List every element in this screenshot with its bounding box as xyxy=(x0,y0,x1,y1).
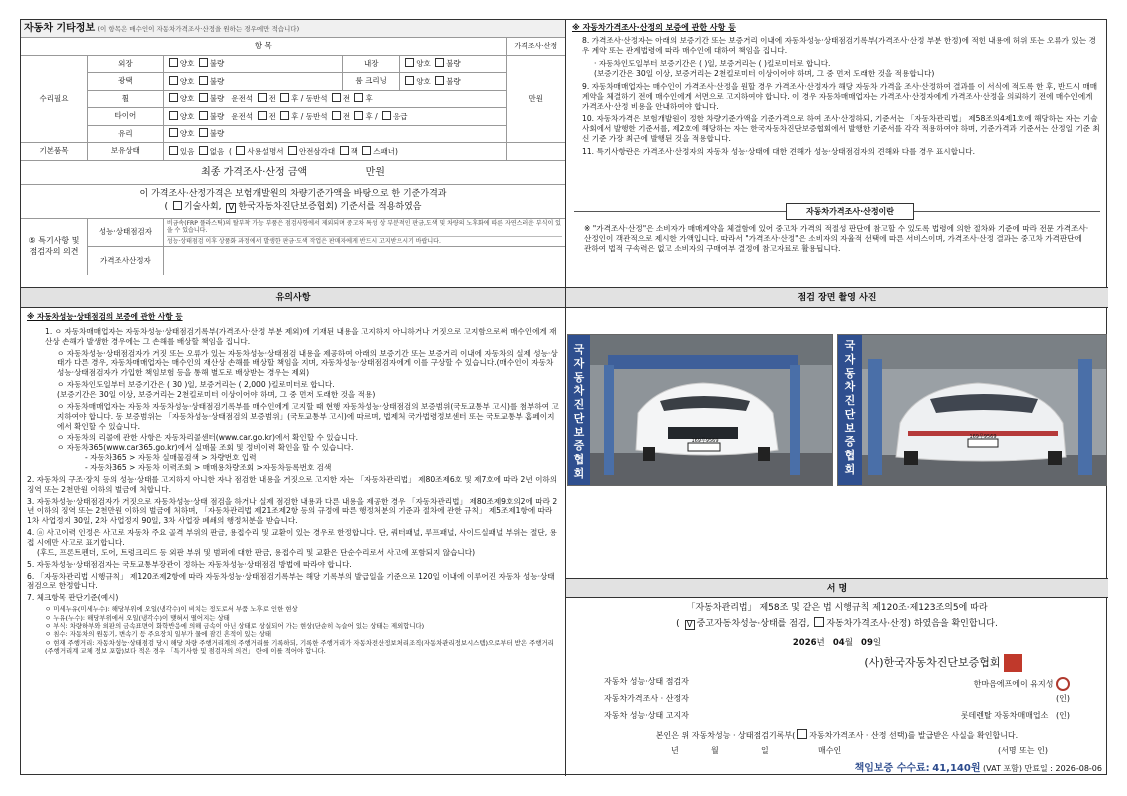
room-cleaning-label: 룸 크리닝 xyxy=(343,73,400,91)
wheel-label: 휠 xyxy=(87,90,163,108)
have-label: 있음 xyxy=(179,146,195,156)
caution-1c: ㅇ 자동차인도일부터 보증기간은 ( 30 )일, 보증거리는 ( 2,000 )킬로미터로 합니다. xyxy=(57,380,335,390)
caution-1g: ㅇ 자동차365(www.car365.go.kr)에서 실매물 조회 및 정비이력 확인을 할 수 있습니다. xyxy=(57,443,354,453)
possession-options: 있음 없음 ( 사용설명서 안전삼각대 잭 스패너) xyxy=(163,143,506,161)
inspector-label: 자동차 성능·상태 점검자 xyxy=(604,677,689,686)
exterior-label: 외장 xyxy=(87,55,163,73)
final-price-label: 최종 가격조사·산정 금액 xyxy=(201,166,308,178)
wheel-rear-checkbox[interactable] xyxy=(280,93,289,102)
front-photo-image xyxy=(568,335,833,486)
notifier-value-wrap xyxy=(961,711,1070,728)
caution-panel xyxy=(21,288,565,776)
guarantee-item-9: 9. 자동차매매업자는 매수인이 가격조사·산정을 원할 경우 가격조사·산정자가 해당 자동차 가격을 조사·산정하여 결과를 이 서식에 적도록 한 후, 반드시 매매계약을 체결하기 전에 매수인에게 서면으로 고지하여야 합니다. 이 경우 자동차매매업자는 가격조사·산정자에게 가격조사·산정을 의뢰하기 전에 매수인에게 가격조사·산정 비용을 안내하여야 합니다. xyxy=(582,81,1098,111)
good-label: 양호 xyxy=(179,59,195,69)
fee-value: 41,140원 xyxy=(932,763,981,774)
repair-price-won: 만원 xyxy=(506,55,565,143)
criteria-5: ㅇ 현재 주행거리: 자동차성능·상태점검 당시 해당 차량 주행거리계의 주행거리를 기록하되, 기록한 주행거리가 자동차전산정보처리조직(자동차관리정보시스템)으로부터 받은 주행거리(주행거리계 교체 정보 포함)보다 적은 경우 「특기사항 및 점검자의 의견」 란에 이를 적어야 합니다. xyxy=(45,638,554,655)
good-label: 양호 xyxy=(416,59,431,69)
glass-label: 유리 xyxy=(87,125,163,143)
rear-plate: 169무9569 xyxy=(969,434,997,440)
kaiva-label: 한국자동차진단보증협회) 기준서를 적용하였음 xyxy=(238,202,422,212)
room-bad-checkbox[interactable] xyxy=(435,76,444,85)
caution-2: 2. 자동차의 구조·장치 등의 성능·상태를 고지하지 아니한 자나 점검한 내용을 거짓으로 고지한 자는 「자동차관리법」 제80조제6호 및 제7호에 따라 2년 이하의 징역 또는 2천만원 이하의 벌금에 처합니다. xyxy=(27,474,558,494)
gloss-options xyxy=(163,73,342,91)
basis-line2 xyxy=(24,201,562,215)
buyer-year: 년 xyxy=(671,746,679,755)
wheel-options xyxy=(163,90,506,108)
criteria-2: ㅇ 누유(누수): 해당부위에서 오일(냉각수)이 맺혀서 떨어지는 상태 xyxy=(45,613,230,622)
fee-note: (VAT 포함) xyxy=(983,764,1022,773)
possession-label: 보유상태 xyxy=(87,143,163,161)
caution-5: 5. 자동차성능·상태점검자는 국토교통부장관이 정하는 자동차성능·상태점검 방법에 따라야 합니다. xyxy=(27,559,352,569)
criteria-3: ㅇ 부식: 차량하부와 외판의 금속표면이 화학반응에 의해 금속이 아닌 상태로 상실되어 가는 현상(단순히 녹슬어 있는 상태는 제외합니다) xyxy=(45,621,425,630)
tire-bad-checkbox[interactable] xyxy=(199,111,208,120)
front-photo xyxy=(567,334,833,486)
inspector-value-wrap xyxy=(974,677,1070,694)
guarantee-item-8: 8. 가격조사·산정자는 아래의 보증기간 또는 보증거리 이내에 자동차성능·상태점검기록부(가격조사·산정 부분 한정)에 적힌 내용에 허위 또는 오류가 있는 경우 계약 또는 관계법령에 따라 매수인에 대하여 책임을 집니다. xyxy=(582,36,1096,56)
good-label: 양호 xyxy=(416,76,431,86)
bad-label: 불량 xyxy=(209,76,225,86)
caution-4b: (후드, 프론트펜더, 도어, 트렁크리드 등 외판 부위 및 범퍼에 대한 판금, 용접수리 및 교환은 단순수리로서 사고에 포함되지 않습니다) xyxy=(37,547,476,557)
buyer-label: 매수인 xyxy=(818,746,842,755)
date-day: 09 xyxy=(861,638,873,648)
tire-rear-checkbox[interactable] xyxy=(280,111,289,120)
perf-check-checkbox[interactable]: V xyxy=(685,620,695,630)
etc-title-row xyxy=(21,20,565,38)
sig-row-inspector xyxy=(604,677,1070,694)
perf-note-1: 비금속(FRP 플라스틱)의 탈부착 가능 부품은 점검사항에서 제외되며 중고차 특성 상 부분적인 판금,도색 및 차량의 노후화에 따른 자연스러운 부식이 있을 수 있습니다. xyxy=(166,219,561,234)
buyer-day: 일 xyxy=(761,746,769,755)
price-definition-note: ※ "가격조사·산정"은 소비자가 매매계약을 체결함에 있어 중고차 가격의 적절성 판단에 참고할 수 있도록 법령에 의한 절차와 기준에 따라 전문 가격조사·산정인이 객관적으로 제시한 가액입니다. 따라서 "가격조사·산정"은 소비자의 자율적 선택에 따른 서비스이며, 가격조사·산정 결과는 중고차 가격판단에 관하여 법적 구속력은 없고 소비자의 구매여부 결정에 참고자료로 활용됩니다. xyxy=(584,224,1089,253)
emergency-label: 응급 xyxy=(393,111,408,121)
basic-label: 기본품목 xyxy=(21,143,87,161)
criteria-4: ㅇ 침수: 자동차의 원동기, 변속기 등 주요장치 일부가 물에 잠긴 흔적이 있는 상태 xyxy=(45,630,272,639)
interior-options xyxy=(400,55,506,73)
sig-line2 xyxy=(566,617,1108,631)
wheel-front-checkbox[interactable] xyxy=(258,93,267,102)
notifier-mark: (인) xyxy=(1056,711,1070,720)
bad-label: 불량 xyxy=(209,59,225,69)
basis-row xyxy=(21,184,565,218)
good-label: 양호 xyxy=(179,76,195,86)
final-price-row xyxy=(21,160,565,184)
caution-heading: ※ 자동차성능·상태점검의 보증에 관한 사항 등 xyxy=(27,312,183,321)
sig-date xyxy=(566,638,1108,649)
caution-1b: ㅇ 자동차성능·상태점검자가 거짓 또는 오류가 있는 자동차성능·상태점검 내용을 제공하여 아래의 보증기간 또는 보증거리 이내에 자동차의 실제 성능·상태가 다른 경우, 자동차매매업자는 매수인의 재산상 손해를 배상할 책임을 지며, 자동차성능·상태점검자에게 이를 구상할 수 있습니다.(매수인이 자동차성능·상태점검자가 가입한 책임보험 등을 통해 별도로 배상받는 경우는 제외) xyxy=(57,348,558,378)
none-checkbox[interactable] xyxy=(199,146,208,155)
tire-label: 타이어 xyxy=(87,108,163,126)
notifier-value: 롯데렌탈 자동차매매업소 xyxy=(960,711,1049,720)
none-label: 없음 xyxy=(209,146,225,156)
front-banner-text: 국자동차진단보증협회 xyxy=(573,343,585,480)
rear-passenger-label: 후 / 동반석 xyxy=(291,94,328,104)
perf-notes xyxy=(163,218,565,247)
confirm-price-checkbox[interactable] xyxy=(797,729,807,739)
interior-good-checkbox[interactable] xyxy=(405,58,414,67)
room-cleaning-options xyxy=(400,73,506,91)
bad-label: 불량 xyxy=(446,59,461,69)
perf-inspector-label: 성능·상태점검자 xyxy=(87,218,163,247)
confirm-b: 자동차가격조사 · 산정 선택)를 발급받은 사실을 확인합니다. xyxy=(809,731,1019,740)
rear-photo-image xyxy=(838,335,1107,486)
triangle-checkbox[interactable] xyxy=(288,146,297,155)
col-price: 가격조사·산정 xyxy=(506,38,565,56)
caution-1h: - 자동차365 > 자동차 실매물검색 > 차량번호 입력 xyxy=(85,453,257,463)
wheel-passenger-front-checkbox[interactable] xyxy=(332,93,341,102)
org-stamp-icon xyxy=(1004,654,1022,672)
repair-label: 수리필요 xyxy=(21,55,87,143)
caution-4: 4. ⓐ 사고이력 인정은 사고로 자동차 주요 골격 부위의 판금, 용접수리 및 교환이 있는 경우로 한정합니다. 단, 쿼터패널, 루프패널, 사이드실패널 부위는 절단, 용접 시에만 사고로 표기합니다. xyxy=(27,528,557,548)
etc-title: 자동차 기타정보 xyxy=(24,23,96,34)
jack-checkbox[interactable] xyxy=(340,146,349,155)
driver-seat-label: 운전석 xyxy=(231,94,254,104)
org-name: (사)한국자동차진단보증협회 xyxy=(864,656,1001,669)
price-guarantee-heading: ※ 자동차가격조사·산정의 보증에 관한 사항 등 xyxy=(572,23,736,32)
seal-icon xyxy=(1056,677,1070,691)
front-label: 전 xyxy=(342,111,351,121)
price-guarantee-list xyxy=(572,36,1102,156)
caution-1e: ㅇ 자동차매매업자는 자동차 자동차성능·상태점검기록부를 매수인에게 고지할 때 현행 자동차성능·상태점검의 보증범위(국토교통부 고시)를 첨부하여 고지하여야 합니다. 동 보증범위는 「자동차성능·상태점검의 보증범위」(국토교통부 고시)에 따르며, 법제처 국가법령정보센터 또는 국토교통부 홈페이지에서 확인할 수 있습니다. xyxy=(57,401,559,431)
rear-label: 후 xyxy=(365,94,373,104)
manual-label: 사용설명서 xyxy=(247,146,284,156)
col-item: 항 목 xyxy=(21,38,506,56)
spanner-checkbox[interactable] xyxy=(362,146,371,155)
bad-label: 불량 xyxy=(209,111,225,121)
caution-1d: (보증기간은 30일 이상, 보증거리는 2천킬로미터 이상이어야 하며, 그 중 먼저 도래한 것을 적용) xyxy=(57,390,376,400)
month-unit: 월 xyxy=(844,638,853,648)
wheel-good-checkbox[interactable] xyxy=(169,93,178,102)
expiry-date: 만료일 : 2026-08-06 xyxy=(1024,764,1102,773)
year-unit: 년 xyxy=(816,638,825,648)
date-month: 04 xyxy=(832,638,845,648)
price-check-label: 자동차가격조사·산정) 하였음을 확인합니다. xyxy=(826,619,998,629)
tire-passenger-front-checkbox[interactable] xyxy=(332,111,341,120)
engineer-society-label: 기술사회, xyxy=(183,202,222,212)
special-label: ⑤ 특기사항 및 점검자의 의견 xyxy=(21,218,87,275)
sig-row-notifier xyxy=(604,711,1070,728)
paren-open: ( xyxy=(164,202,168,212)
tire-options xyxy=(163,108,506,126)
have-checkbox[interactable] xyxy=(169,146,178,155)
photo-signature-panel xyxy=(566,288,1108,776)
report-page xyxy=(20,19,1107,775)
perf-check-label: 중고자동차성능·상태를 점검, xyxy=(696,619,810,629)
fee-line xyxy=(566,762,1108,775)
tire-passenger-rear-checkbox[interactable] xyxy=(354,111,363,120)
signature-title: 서 명 xyxy=(566,578,1108,598)
etc-title-note: (이 항목은 매수인이 자동차가격조사·산정을 원하는 경우에만 적습니다) xyxy=(97,25,300,33)
wheel-bad-checkbox[interactable] xyxy=(199,93,208,102)
buyer-month: 월 xyxy=(711,746,719,755)
day-unit: 일 xyxy=(872,638,882,648)
sig-row-price xyxy=(604,694,1070,711)
triangle-label: 안전삼각대 xyxy=(298,146,336,156)
caution-body xyxy=(21,308,565,659)
tire-front-checkbox[interactable] xyxy=(258,111,267,120)
sig-org xyxy=(566,654,1108,672)
rear-photo xyxy=(837,334,1107,486)
price-check-checkbox[interactable] xyxy=(814,617,824,627)
bad-label: 불량 xyxy=(446,76,461,86)
manual-checkbox[interactable] xyxy=(236,146,245,155)
caution-3: 3. 자동차성능·상태점검자가 거짓으로 자동차성능·상태 점검을 하거나 실제 점검한 내용과 다른 내용을 제공한 경우 「자동차관리법」 제80조제9호의2에 따라 2년 이하의 징역 또는 2천만원 이하의 벌금에 처하며, 「자동차관리법 제21조제2항 등의 규정에 따른 행정처분의 기준과 절차에 관한 규칙」 제5조제1항에 따라 1차 사업정지 30일, 2차 사업정지 90일, 3차 사업장 폐쇄의 행정처분을 받습니다. xyxy=(27,496,558,526)
jack-label: 잭 xyxy=(350,146,358,156)
front-label: 전 xyxy=(268,94,276,104)
guarantee-item-10: 10. 자동차가격은 보험개발원이 정한 차량기준가액을 기준가격으로 하여 조사·산정하되, 기준서는 「자동차관리법」 제58조의4제1호에 해당하는 자는 기술사회에서 발행한 기준서를, 제2호에 해당하는 자는 한국자동차진단보증협회에서 발행한 기준서를 각각 적용하여야 하며, 기준가격과 기준서는 산정일 기준 최신 기준 가장 최근에 발행된 것을 적용합니다. xyxy=(582,114,1100,144)
gloss-good-checkbox[interactable] xyxy=(169,76,178,85)
rear-passenger-label: 후 / 동반석 xyxy=(291,111,328,121)
paren-open: ( xyxy=(676,619,680,629)
glass-options xyxy=(163,125,506,143)
price-inspector-label: 자동차가격조사 · 산정자 xyxy=(604,694,689,703)
caution-title: 유의사항 xyxy=(21,288,565,308)
guarantee-note-line: (보증기간은 30일 이상, 보증거리는 2천킬로미터 이상이어야 하며, 그 중 먼저 도래한 것을 적용합니다) xyxy=(594,68,935,78)
perf-note-2: 성능·상태점검 이후 상품화 과정에서 발생한 판금·도색 작업은 판매자에게 반드시 고지받으시기 바랍니다. xyxy=(167,236,562,246)
spanner-label: 스패너 xyxy=(373,146,395,156)
criteria-1: ㅇ 미세누유(미세누수): 해당부위에 오일(냉각수)이 비치는 정도로서 부품 노후로 인한 현상 xyxy=(45,605,298,614)
glass-bad-checkbox[interactable] xyxy=(199,128,208,137)
kaiva-checkbox[interactable]: V xyxy=(226,203,236,213)
price-inspector-label: 가격조사산정자 xyxy=(87,247,163,275)
front-label: 전 xyxy=(268,111,276,121)
room-good-checkbox[interactable] xyxy=(405,76,414,85)
gloss-bad-checkbox[interactable] xyxy=(199,76,208,85)
final-price-unit: 만원 xyxy=(365,166,385,178)
caution-1i: - 자동차365 > 자동차 이력조회 > 매매용차량조회 >자동차등록번호 검색 xyxy=(85,463,332,473)
buyer-mark: (서명 또는 인) xyxy=(998,746,1048,755)
front-label: 전 xyxy=(342,94,351,104)
tire-good-checkbox[interactable] xyxy=(169,111,178,120)
caution-1f: ㅇ 자동차의 리콜에 관한 사항은 자동차리콜센터(www.car.go.kr)에서 확인할 수 있습니다. xyxy=(57,433,358,443)
sig-line1: 「자동차관리법」 제58조 및 같은 법 시행규칙 제120조·제123조의5에 따라 xyxy=(686,603,988,613)
good-label: 양호 xyxy=(179,129,195,139)
engineer-society-checkbox[interactable] xyxy=(173,201,182,210)
interior-bad-checkbox[interactable] xyxy=(435,58,444,67)
price-definition-title: 자동차가격조사·산정이란 xyxy=(786,203,914,220)
good-label: 양호 xyxy=(179,94,195,104)
guarantee-item-11: 11. 특기사항란은 가격조사·산정자의 자동차 성능·상태에 대한 견해가 성능·상태점검자의 견해와 다를 경우 표시합니다. xyxy=(582,146,976,156)
inspector-value: 한마음에프에이 유지성 xyxy=(973,679,1054,689)
caution-1: 1. ㅇ 자동차매매업자는 자동차성능·상태점검기록부(가격조사·산정 부분 제외)에 기재된 내용을 고지하지 아니하거나 거짓으로 고지함으로써 매수인에게 재산상 손해가 발생한 경우에는 그 손해를 배상할 책임을 집니다. xyxy=(45,326,557,346)
caution-6: 6. 「자동차관리법 시행규칙」 제120조제2항에 따라 자동차성능·상태점검기록부는 해당 기록부의 발급일을 기준으로 120일 이내에 이루어진 자동차 성능·상태점검으로 한정합니다. xyxy=(27,571,555,591)
basic-price xyxy=(506,143,565,161)
etc-info-table xyxy=(21,20,565,275)
price-inspector-mark: (인) xyxy=(1056,694,1070,703)
bad-label: 불량 xyxy=(209,129,225,139)
date-year: 2026 xyxy=(792,638,817,648)
confirm-line xyxy=(566,729,1108,741)
interior-label: 내장 xyxy=(343,55,400,73)
etc-info-panel xyxy=(21,20,565,287)
price-inspector-note xyxy=(163,247,565,275)
notifier-label: 자동차 성능·상태 고지자 xyxy=(604,711,689,720)
sig-rows xyxy=(566,677,1108,728)
good-label: 양호 xyxy=(179,111,195,121)
gloss-label: 광택 xyxy=(87,73,163,91)
rear-label: 후 / xyxy=(365,111,378,121)
price-guarantee-panel xyxy=(566,20,1108,287)
exterior-bad-checkbox[interactable] xyxy=(199,58,208,67)
rear-banner-text: 국자동차진단보증협회 xyxy=(844,339,856,476)
glass-good-checkbox[interactable] xyxy=(169,128,178,137)
photo-title: 점검 장면 촬영 사진 xyxy=(566,288,1108,308)
front-plate: 169무9569 xyxy=(691,438,719,444)
confirm-a: 본인은 위 자동차성능 · 상태점검기록부( xyxy=(655,731,796,740)
bad-label: 불량 xyxy=(209,94,225,104)
exterior-good-checkbox[interactable] xyxy=(169,58,178,67)
caution-7: 7. 체크항목 판단기준(예시) xyxy=(27,593,119,603)
wheel-passenger-rear-checkbox[interactable] xyxy=(354,93,363,102)
fee-label: 책임보증 수수료: xyxy=(854,763,930,774)
basis-line1: 이 가격조사·산정가격은 보험개발원의 차량기준가액을 바탕으로 한 기준가격과 xyxy=(139,188,447,199)
tire-emergency-checkbox[interactable] xyxy=(382,111,391,120)
exterior-options xyxy=(163,55,342,73)
guarantee-period-line: · 자동차인도일부터 보증기간은 ( )일, 보증거리는 ( )킬로미터로 합니다. xyxy=(594,59,831,69)
driver-seat-label: 운전석 xyxy=(231,111,254,121)
